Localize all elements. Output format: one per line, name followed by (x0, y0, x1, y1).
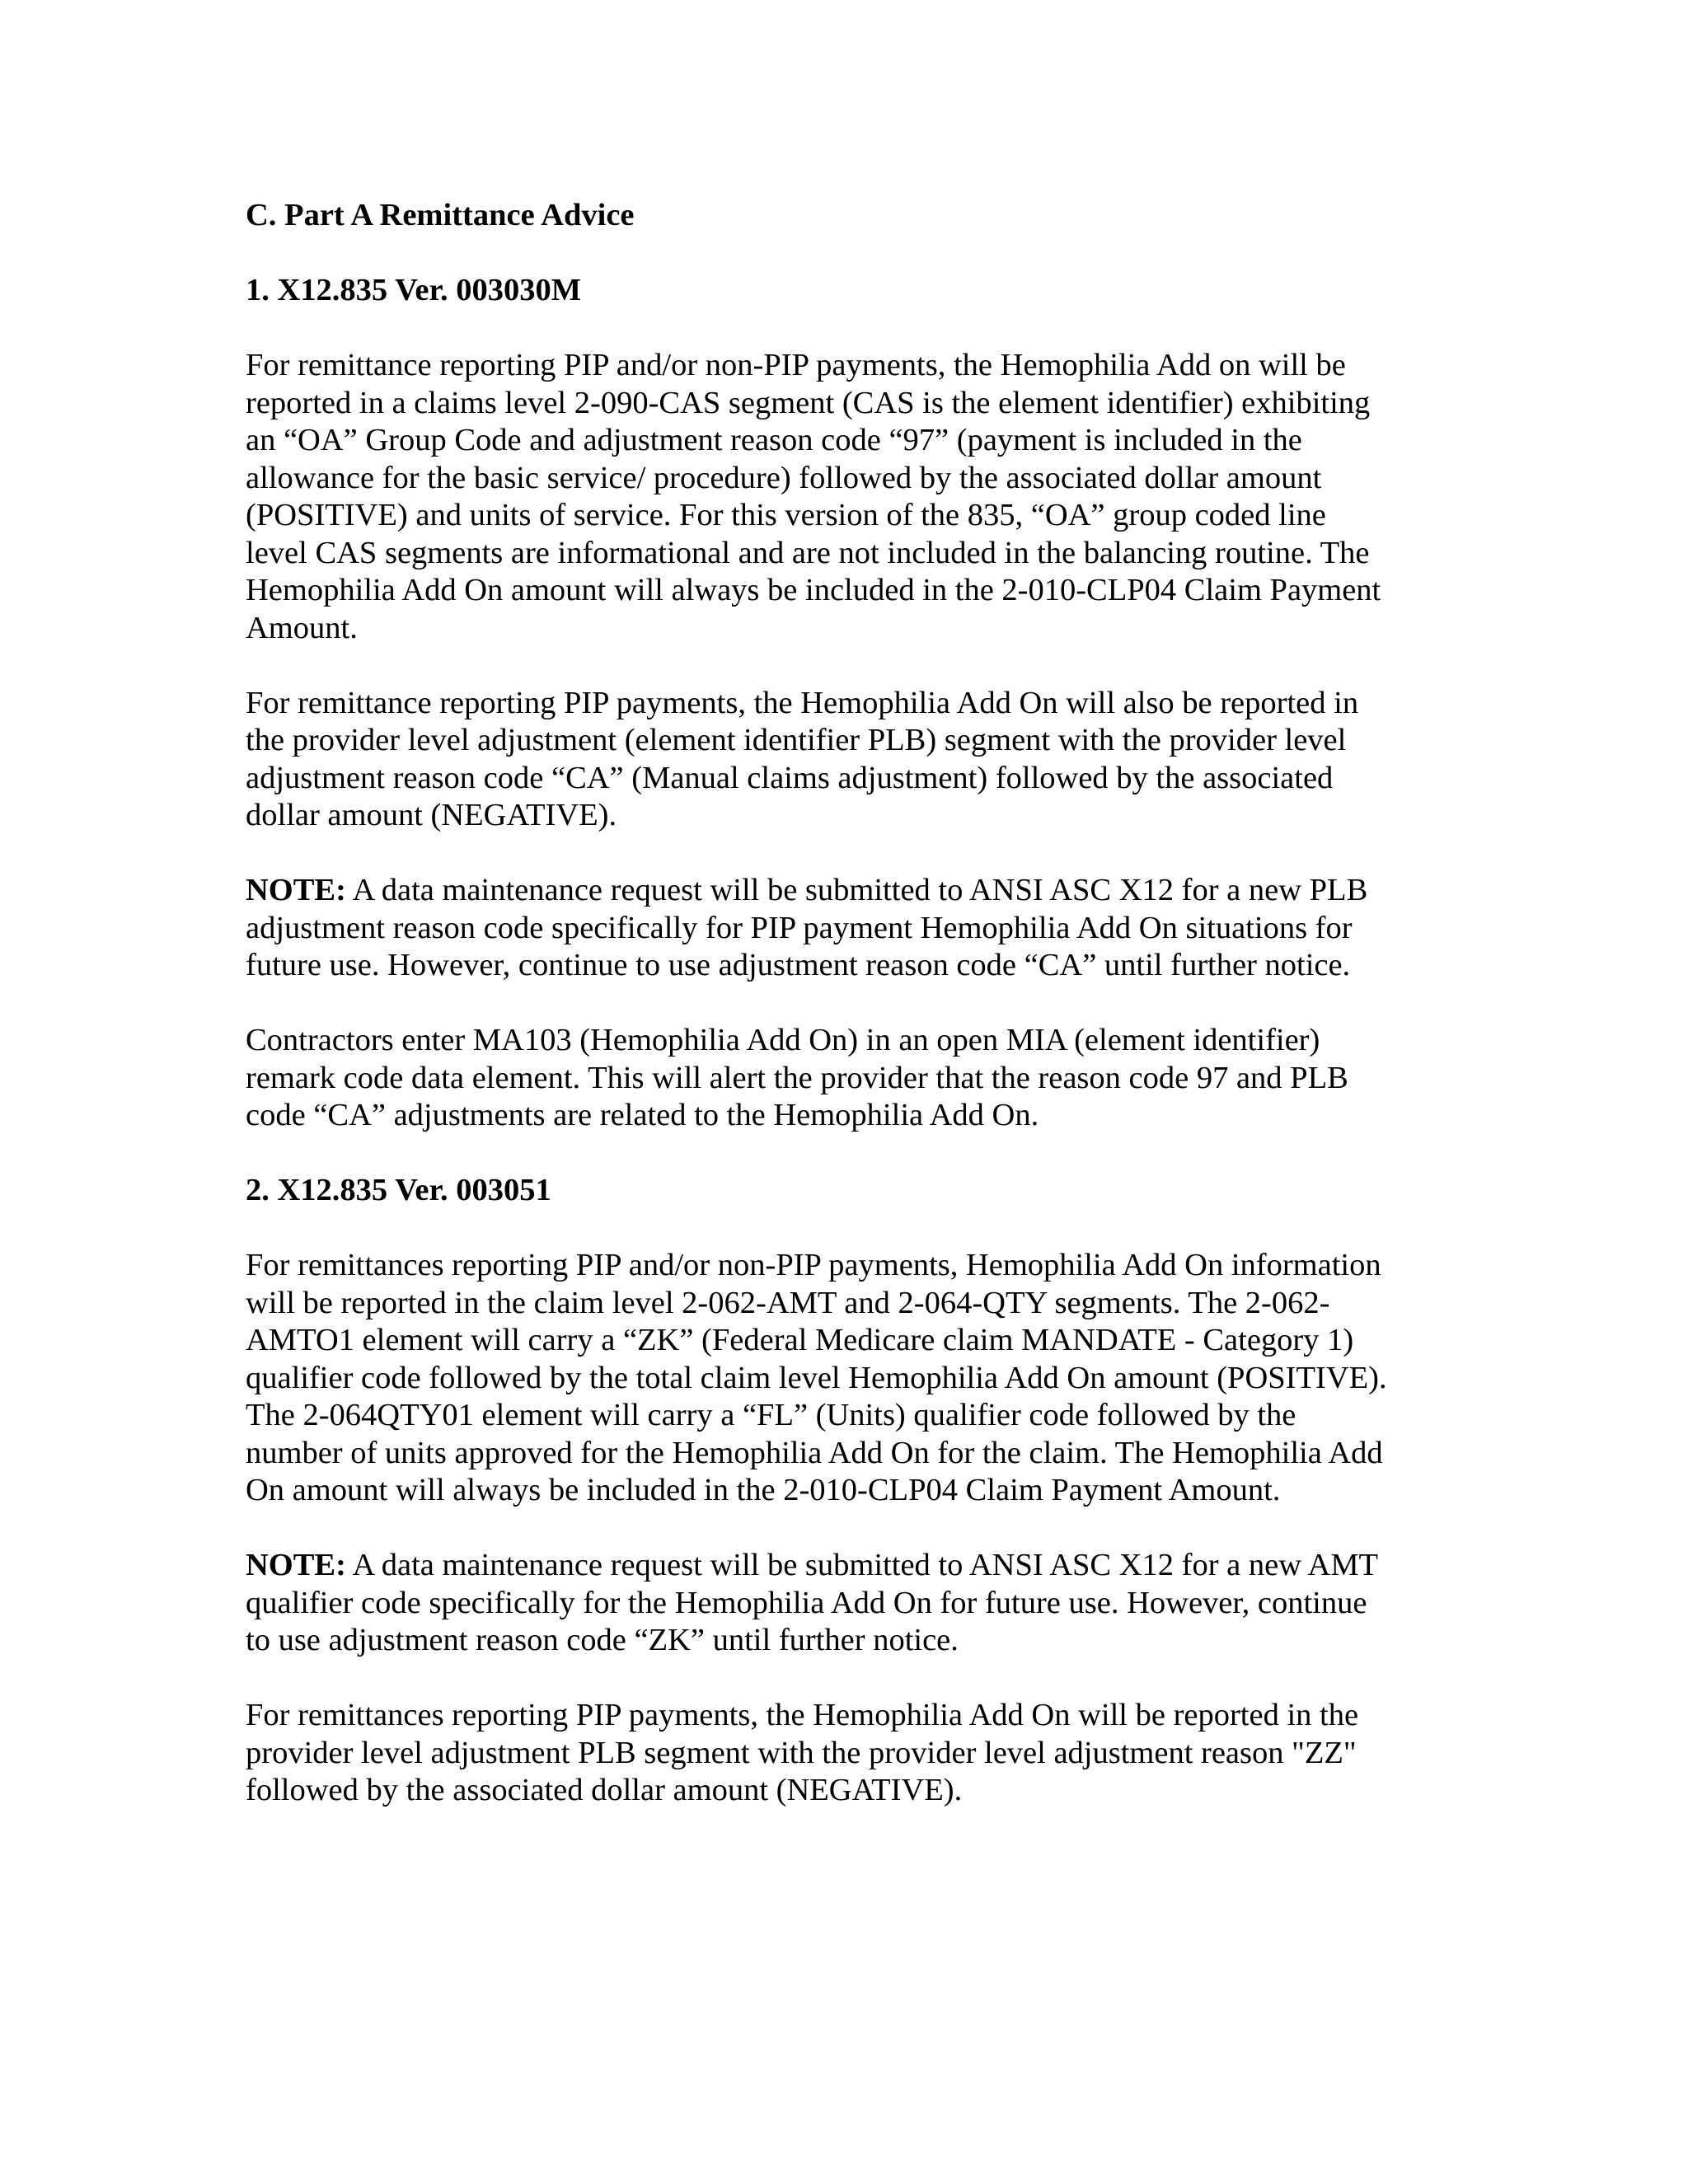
paragraph-line: For remittances reporting PIP and/or non-PIP payments, Hemophilia Add On information (246, 1248, 1381, 1282)
paragraph-line: provider level adjustment PLB segment with the provider level adjustment reason "ZZ" (246, 1735, 1357, 1770)
paragraph-line: level CAS segments are informational and are not included in the balancing routine. The (246, 535, 1370, 570)
paragraph-line: The 2-064QTY01 element will carry a “FL” (Units) qualifier code followed by the (246, 1398, 1296, 1432)
subsection-2-note (246, 1547, 1449, 1660)
note-line: qualifier code specifically for the Hemophilia Add On for future use. However, continue (246, 1585, 1367, 1620)
paragraph-line: Amount. (246, 610, 358, 645)
note-first-line (246, 1547, 1449, 1585)
paragraph-line: For remittance reporting PIP payments, the Hemophilia Add On will also be reported in (246, 685, 1359, 720)
section-title: C. Part A Remittance Advice (246, 198, 635, 232)
paragraph-line: On amount will always be included in the 2-010-CLP04 Claim Payment Amount. (246, 1473, 1281, 1507)
paragraph-line: Contractors enter MA103 (Hemophilia Add On) in an open MIA (element identifier) (246, 1023, 1320, 1057)
note-label: NOTE: (246, 873, 346, 907)
paragraph-line: AMTO1 element will carry a “ZK” (Federal Medicare claim MANDATE - Category 1) (246, 1323, 1354, 1357)
spacer (246, 1510, 1449, 1548)
subsection-1-paragraph-1 (246, 347, 1449, 647)
spacer (246, 647, 1449, 685)
spacer (246, 1660, 1449, 1698)
note-text: A data maintenance request will be submitted to ANSI ASC X12 for a new PLB (345, 873, 1368, 907)
subsection-2-heading: 2. X12.835 Ver. 003051 (246, 1173, 551, 1207)
spacer (246, 1135, 1449, 1173)
paragraph-line: will be reported in the claim level 2-062-AMT and 2-064-QTY segments. The 2-062- (246, 1285, 1330, 1320)
paragraph-line: an “OA” Group Code and adjustment reason code “97” (payment is included in the (246, 423, 1302, 457)
note-line: to use adjustment reason code “ZK” until further notice. (246, 1623, 959, 1657)
note-text: A data maintenance request will be submitted to ANSI ASC X12 for a new AMT (345, 1548, 1379, 1582)
paragraph-line: reported in a claims level 2-090-CAS segment (CAS is the element identifier) exhibiting (246, 385, 1371, 420)
subsection-1-note (246, 872, 1449, 985)
paragraph-line: followed by the associated dollar amount (NEGATIVE). (246, 1773, 963, 1807)
paragraph-line: For remittances reporting PIP payments, the Hemophilia Add On will be reported in the (246, 1698, 1359, 1732)
subsection-2-paragraph-2 (246, 1697, 1449, 1810)
spacer (246, 235, 1449, 273)
document-page (246, 191, 1449, 1810)
paragraph-line: allowance for the basic service/ procedure) followed by the associated dollar amount (246, 460, 1322, 495)
subsection-1-paragraph-3 (246, 1022, 1449, 1135)
subsection-1-heading: 1. X12.835 Ver. 003030M (246, 273, 582, 307)
spacer (246, 1210, 1449, 1248)
note-line: adjustment reason code specifically for PIP payment Hemophilia Add On situations for (246, 910, 1353, 945)
paragraph-line: (POSITIVE) and units of service. For this version of the 835, “OA” group coded line (246, 498, 1326, 532)
note-first-line (246, 872, 1449, 910)
paragraph-line: remark code data element. This will alert the provider that the reason code 97 and PLB (246, 1060, 1348, 1095)
paragraph-line: For remittance reporting PIP and/or non-PIP payments, the Hemophilia Add on will be (246, 348, 1346, 382)
spacer (246, 310, 1449, 348)
paragraph-line: the provider level adjustment (element identifier PLB) segment with the provider level (246, 723, 1347, 757)
spacer (246, 835, 1449, 873)
paragraph-line: adjustment reason code “CA” (Manual claims adjustment) followed by the associated (246, 760, 1334, 795)
paragraph-line: code “CA” adjustments are related to the Hemophilia Add On. (246, 1098, 1039, 1132)
paragraph-line: qualifier code followed by the total claim level Hemophilia Add On amount (POSITIVE). (246, 1360, 1387, 1395)
note-line: future use. However, continue to use adjustment reason code “CA” until further notice. (246, 948, 1351, 982)
paragraph-line: number of units approved for the Hemophilia Add On for the claim. The Hemophilia Add (246, 1435, 1383, 1470)
subsection-1-paragraph-2 (246, 685, 1449, 835)
spacer (246, 985, 1449, 1023)
paragraph-line: dollar amount (NEGATIVE). (246, 798, 617, 832)
note-label: NOTE: (246, 1548, 346, 1582)
paragraph-line: Hemophilia Add On amount will always be included in the 2-010-CLP04 Claim Payment (246, 573, 1381, 607)
subsection-2-paragraph-1 (246, 1247, 1449, 1510)
